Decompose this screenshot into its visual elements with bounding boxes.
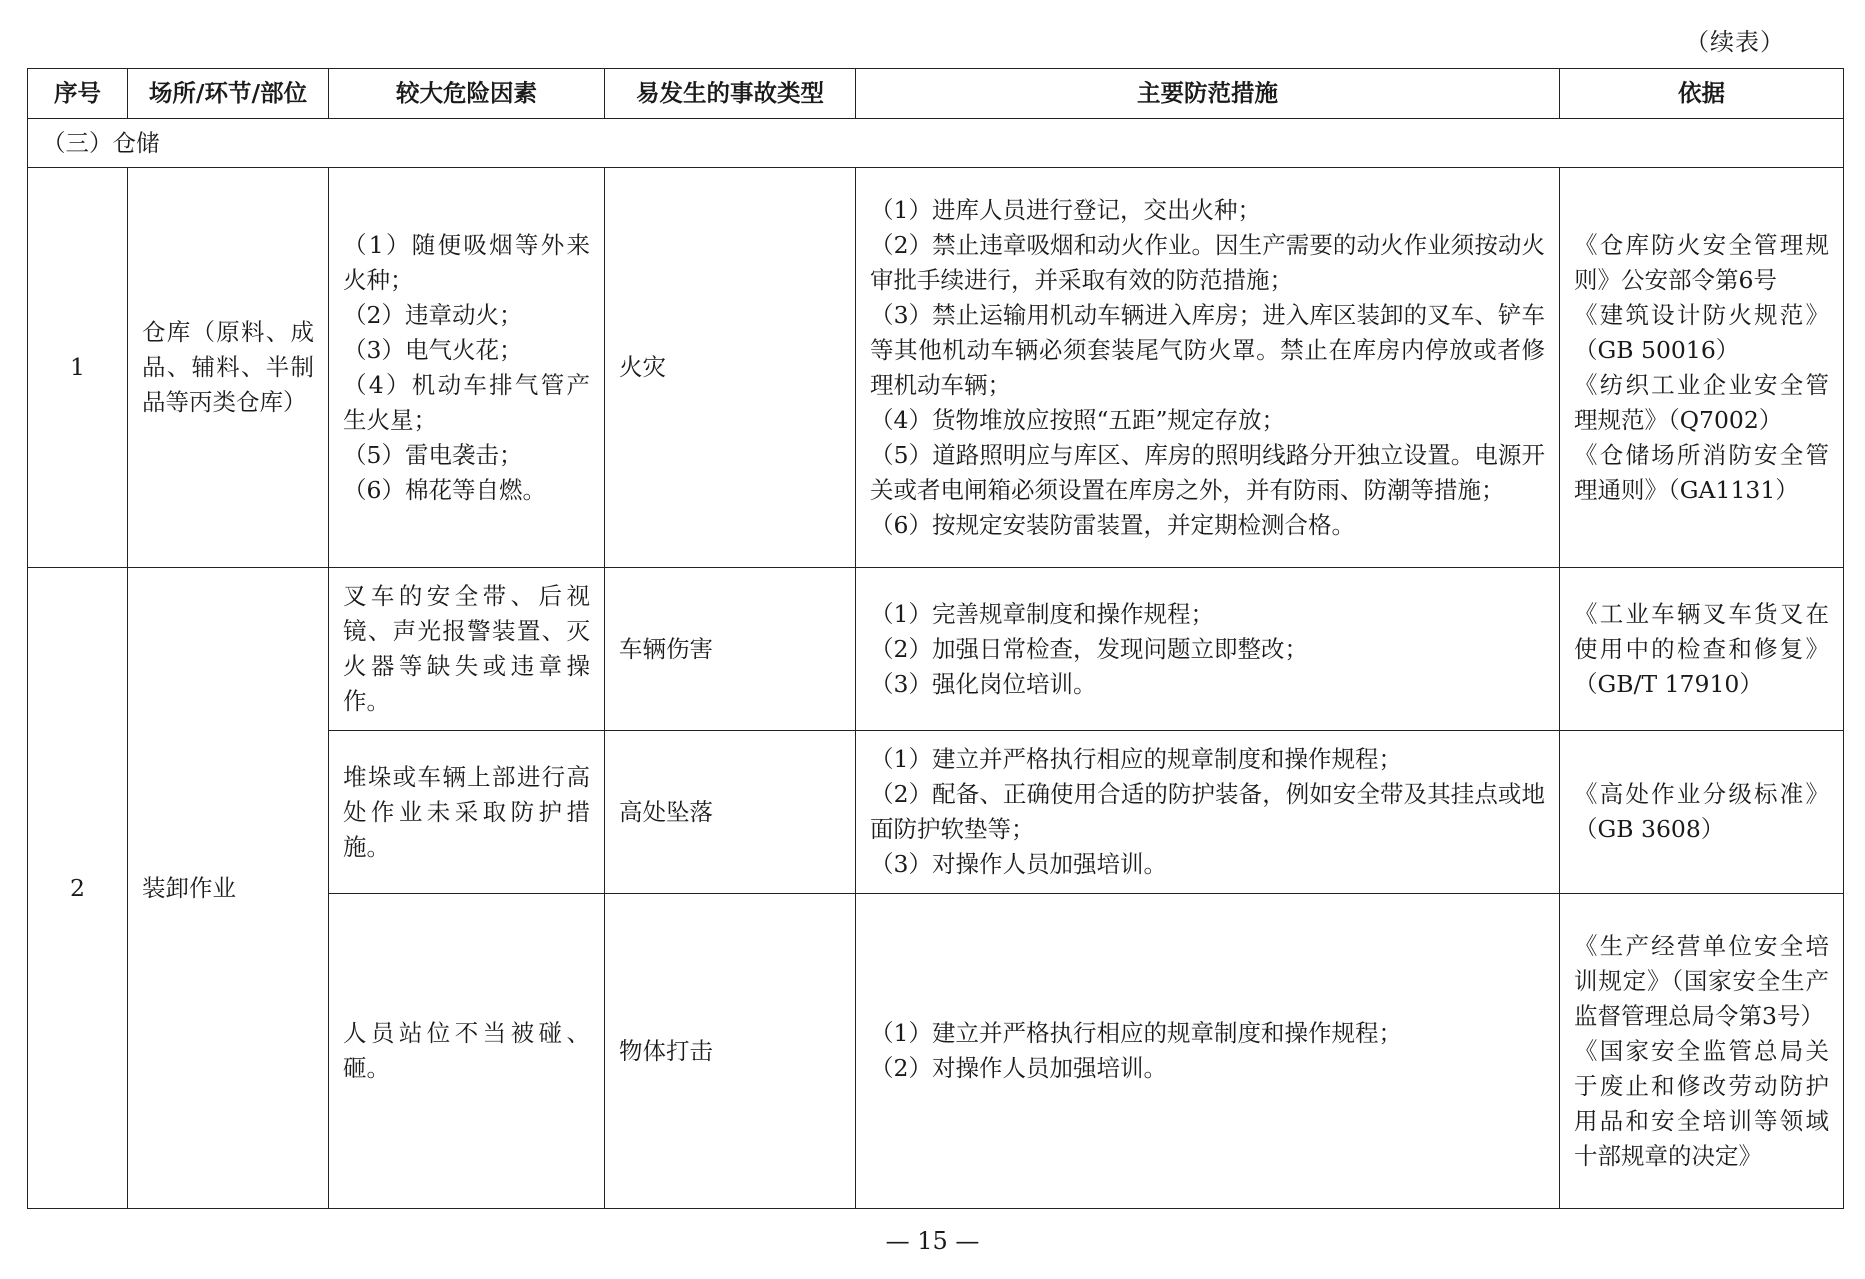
basis-item: 《建筑设计防火规范》（GB 50016）: [1574, 300, 1829, 364]
measures-cell: [856, 894, 1560, 1209]
basis-item: 《生产经营单位安全培训规定》（国家安全生产监督管理总局令第3号）: [1574, 931, 1829, 1030]
col-header-measures: 主要防范措施: [856, 69, 1560, 119]
measure-item: （6）按规定安装防雷装置，并定期检测合格。: [870, 510, 1355, 539]
measure-item: （1）进库人员进行登记，交出火种；: [870, 195, 1261, 224]
basis-cell: [1560, 168, 1844, 568]
basis-cell: 《工业车辆叉车货叉在使用中的检查和修复》（GB/T 17910）: [1560, 568, 1844, 731]
measure-item: （2）配备、正确使用合适的防护装备，例如安全带及其挂点或地面防护软垫等；: [870, 780, 1545, 843]
hazard-item: （4）机动车排气管产生火星；: [343, 370, 590, 434]
table-row: [28, 568, 1844, 731]
table-row: [28, 168, 1844, 568]
measures-cell: [856, 168, 1560, 568]
hazard-item: （6）棉花等自燃。: [343, 475, 546, 504]
measure-item: （2）加强日常检查，发现问题立即整改；: [870, 634, 1308, 663]
basis-cell: 《高处作业分级标准》（GB 3608）: [1560, 731, 1844, 894]
measure-item: （4）货物堆放应按照“五距”规定存放；: [870, 405, 1285, 434]
basis-cell: [1560, 894, 1844, 1209]
measure-item: （1）建立并严格执行相应的规章制度和操作规程；: [870, 745, 1402, 773]
col-header-place: 场所/环节/部位: [128, 69, 329, 119]
col-header-basis: 依据: [1560, 69, 1844, 119]
basis-item: 《仓储场所消防安全管理通则》（GA1131）: [1574, 440, 1829, 504]
page-number: — 15 —: [885, 1227, 980, 1255]
measure-item: （2）禁止违章吸烟和动火作业。因生产需要的动火作业须按动火审批手续进行，并采取有效的防范措施；: [870, 230, 1545, 294]
basis-item: 《纺织工业企业安全管理规范》（Q7002）: [1574, 370, 1829, 434]
measure-item: （3）对操作人员加强培训。: [870, 850, 1167, 878]
accident-cell: 车辆伤害: [605, 568, 856, 731]
col-header-hazard: 较大危险因素: [329, 69, 605, 119]
measure-item: （2）对操作人员加强培训。: [870, 1054, 1167, 1082]
hazard-item: （1）随便吸烟等外来火种；: [343, 230, 590, 294]
measures-cell: [856, 568, 1560, 731]
hazard-item: （5）雷电袭击；: [343, 440, 523, 469]
col-header-no: 序号: [28, 69, 128, 119]
hazard-item: （2）违章动火；: [343, 300, 523, 329]
measure-item: （5）道路照明应与库区、库房的照明线路分开独立设置。电源开关或者电闸箱必须设置在库房之外，并有防雨、防潮等措施；: [870, 440, 1545, 504]
hazard-cell: [329, 168, 605, 568]
place-cell: 仓库（原料、成品、辅料、半制品等丙类仓库）: [128, 168, 329, 568]
section-row: [28, 119, 1844, 168]
safety-table: [27, 68, 1844, 1209]
hazard-cell: 叉车的安全带、后视镜、声光报警装置、灭火器等缺失或违章操作。: [329, 568, 605, 731]
measure-item: （1）建立并严格执行相应的规章制度和操作规程；: [870, 1019, 1402, 1047]
measure-item: （3）强化岗位培训。: [870, 669, 1097, 698]
hazard-item: （3）电气火花；: [343, 335, 523, 364]
accident-cell: 高处坠落: [605, 731, 856, 894]
measure-item: （1）完善规章制度和操作规程；: [870, 599, 1214, 628]
hazard-cell: 人员站位不当被碰、砸。: [329, 894, 605, 1209]
section-title: （三）仓储: [28, 119, 1844, 168]
basis-item: 《仓库防火安全管理规则》公安部令第6号: [1574, 230, 1829, 294]
continued-label: （续表）: [1685, 28, 1785, 56]
measures-cell: [856, 731, 1560, 894]
header-row: [28, 69, 1844, 119]
row-number: 2: [28, 568, 128, 1209]
measure-item: （3）禁止运输用机动车辆进入库房；进入库区装卸的叉车、铲车等其他机动车辆必须套装尾气防火罩。禁止在库房内停放或者修理机动车辆；: [870, 300, 1545, 399]
basis-item: 《国家安全监管总局关于废止和修改劳动防护用品和安全培训等领域十部规章的决定》: [1574, 1036, 1829, 1170]
row-number: 1: [28, 168, 128, 568]
place-cell: 装卸作业: [128, 568, 329, 1209]
accident-cell: 物体打击: [605, 894, 856, 1209]
col-header-accident: 易发生的事故类型: [605, 69, 856, 119]
hazard-cell: 堆垛或车辆上部进行高处作业未采取防护措施。: [329, 731, 605, 894]
accident-cell: 火灾: [605, 168, 856, 568]
